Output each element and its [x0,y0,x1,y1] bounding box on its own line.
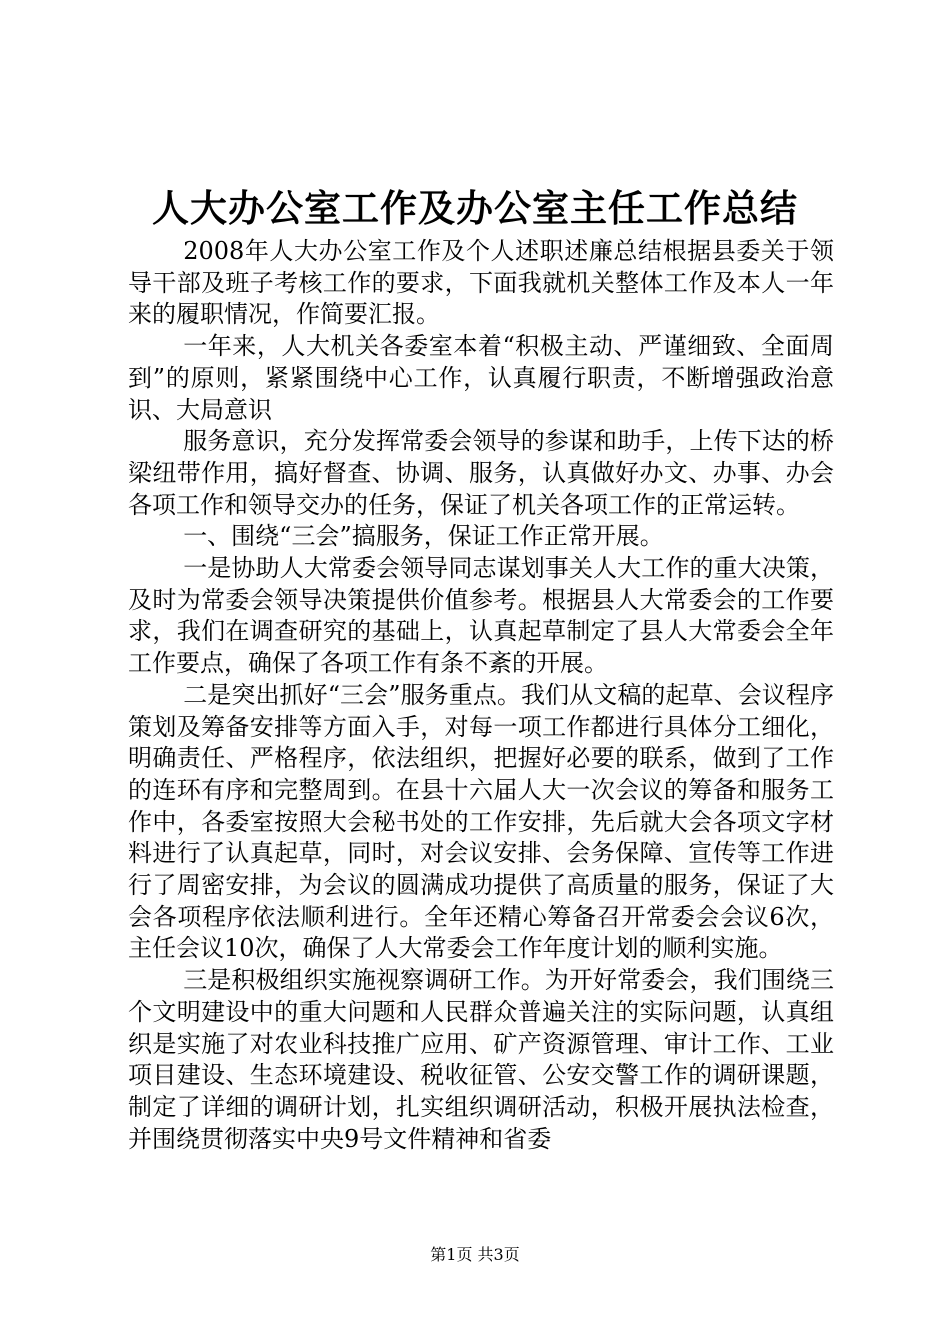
paragraph-principle: 一年来，人大机关各委室本着“积极主动、严谨细致、全面周到”的原则，紧紧围绕中心工作，认真履行职责，不断增强政治意识、大局意识 [128,332,834,424]
section-heading-one: 一、围绕“三会”搞服务，保证工作正常开展。 [183,522,664,551]
paragraph-service-awareness: 服务意识，充分发挥常委会领导的参谋和助手，上传下达的桥梁纽带作用，搞好督查、协调、服务，认真做好办文、办事、办会各项工作和领导交办的任务，保证了机关各项工作的正常运转。 [128,427,834,519]
document-body [128,236,834,1155]
paragraph-item-two: 二是突出抓好“三会”服务重点。我们从文稿的起草、会议程序策划及筹备安排等方面入手，对每一项工作都进行具体分工细化，明确责任、严格程序，依法组织，把握好必要的联系，做到了工作的连环有序和完整周到。在县十六届人大一次会议的筹备和服务工作中，各委室按照大会秘书处的工作安排，先后就大会各项文字材料进行了认真起草，同时，对会议安排、会务保障、宣传等工作进行了周密安排，为会议的圆满成功提供了高质量的服务，保证了大会各项程序依法顺利进行。全年还精心筹备召开常委会会议6次，主任会议10次，确保了人大常委会工作年度计划的顺利实施。 [128,680,834,963]
paragraph-item-one: 一是协助人大常委会领导同志谋划事关人大工作的重大决策，及时为常委会领导决策提供价值参考。根据县人大常委会的工作要求，我们在调查研究的基础上，认真起草制定了县人大常委会全年工作要点，确保了各项工作有条不紊的开展。 [128,554,834,678]
paragraph-item-three: 三是积极组织实施视察调研工作。为开好常委会，我们围绕三个文明建设中的重大问题和人民群众普遍关注的实际问题，认真组织是实施了对农业科技推广应用、矿产资源管理、审计工作、工业项目建设、生态环境建设、税收征管、公安交警工作的调研课题，制定了详细的调研计划，扎实组织调研活动，积极开展执法检查，并围绕贯彻落实中央9号文件精神和省委 [128,966,834,1153]
page-footer: 第1页 共3页 [430,1245,520,1264]
paragraph-intro: 2008年人大办公室工作及个人述职述廉总结根据县委关于领导干部及班子考核工作的要求，下面我就机关整体工作及本人一年来的履职情况，作简要汇报。 [128,237,834,329]
document-title: 人大办公室工作及办公室主任工作总结 [152,186,798,230]
